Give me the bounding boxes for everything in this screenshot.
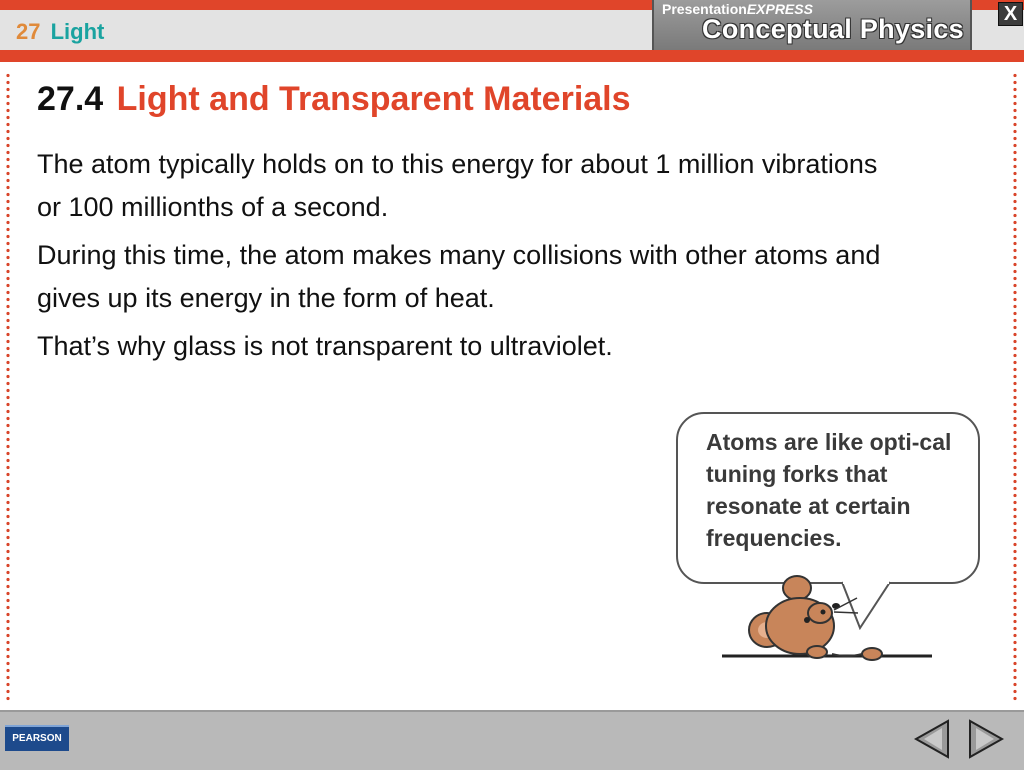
header-bar [0,0,1024,62]
speech-bubble-text: Atoms are like opti-cal tuning forks that resonate at certain frequencies. [706,429,952,551]
slide-body [37,143,897,373]
chapter-name: Light [50,19,105,44]
brand-subtitle-prefix: Presentation [662,1,747,17]
body-paragraph: The atom typically holds on to this energy for about 1 million vibrations or 100 millionths of a second. [37,149,878,222]
slide-title [37,80,631,119]
footer-bar [0,710,1024,770]
body-paragraph: During this time, the atom makes many collisions with other atoms and gives up its energy in the form of heat. [37,240,881,313]
brand-logo [652,0,972,50]
close-button[interactable]: X [998,2,1023,26]
right-dotted-border [1013,72,1017,702]
brand-title: Conceptual Physics [702,14,964,44]
left-arrow-icon[interactable] [912,718,952,760]
header-bottom-stripe [0,50,1024,62]
chapter-label [16,19,104,45]
left-dotted-border [6,72,10,702]
right-arrow-icon[interactable] [966,718,1006,760]
brand-subtitle-suffix: EXPRESS [746,1,813,17]
section-number: 27.4 [37,80,104,118]
section-title: Light and Transparent Materials [116,80,631,118]
pearson-logo: PEARSON [5,725,69,751]
chapter-number: 27 [16,19,41,44]
mouse-cartoon-icon [722,568,932,668]
body-paragraph: That’s why glass is not transparent to ultraviolet. [37,331,613,361]
